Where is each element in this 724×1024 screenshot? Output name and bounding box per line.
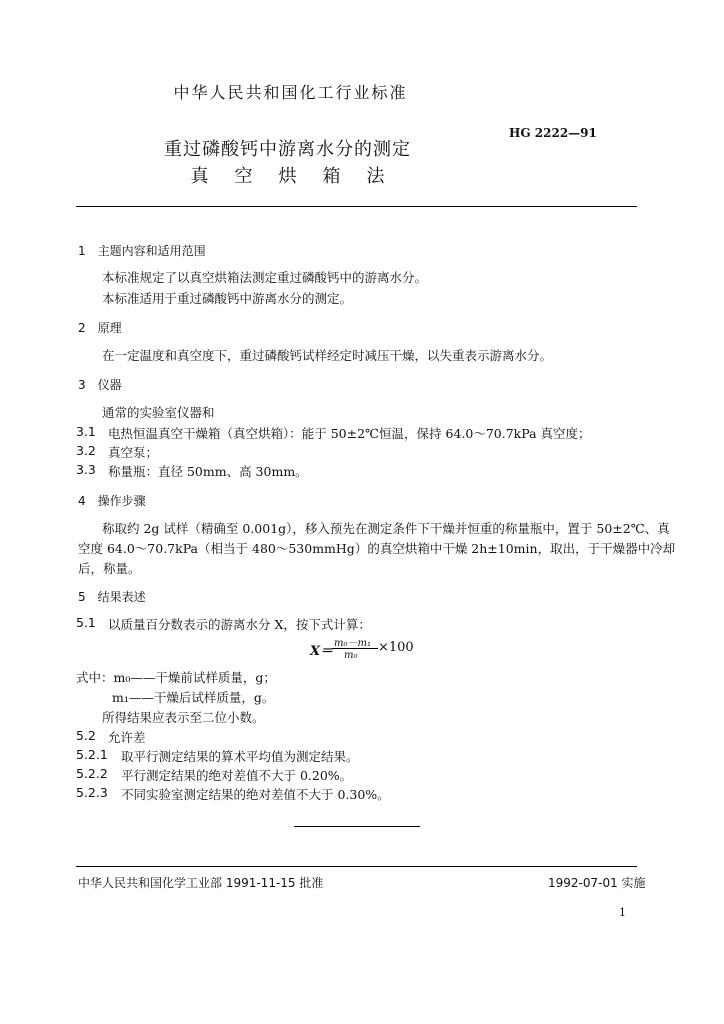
footer-divider (76, 866, 637, 867)
document-subtitle: 真空烘箱法 (190, 166, 411, 187)
clause-number: 5.2.3 (76, 785, 108, 800)
end-of-text-rule (294, 826, 420, 827)
section-4-line: 后，称量。 (78, 561, 141, 576)
standard-code: HG 2222—91 (509, 126, 597, 140)
header-divider (76, 206, 637, 207)
section-4-heading: 4 操作步骤 (78, 494, 146, 508)
clause-text: 允许差 (108, 730, 146, 745)
clause-text: 以质量百分数表示的游离水分 X，按下式计算： (108, 617, 371, 632)
clause-number: 5.2.2 (76, 766, 108, 781)
clause-number: 5.2 (76, 728, 96, 743)
section-1-paragraph: 本标准适用于重过磷酸钙中游离水分的测定。 (102, 291, 353, 306)
implementation-date: 1992-07-01 实施 (548, 876, 646, 890)
fraction-bar (332, 648, 378, 649)
formula-legend: m₁——干燥后试样质量，g。 (112, 690, 275, 705)
page-number: 1 (619, 906, 626, 919)
section-2-heading: 2 原理 (78, 321, 122, 335)
clause-text: 不同实验室测定结果的绝对差值不大于 0.30%。 (121, 787, 390, 802)
document-title: 重过磷酸钙中游离水分的测定 (164, 139, 411, 160)
section-2-paragraph: 在一定温度和真空度下，重过磷酸钙试样经定时减压干燥，以失重表示游离水分。 (102, 348, 553, 363)
clause-text: 真空泵； (108, 445, 159, 460)
section-1-heading: 1 主题内容和适用范围 (78, 244, 206, 258)
clause-number: 5.2.1 (76, 747, 108, 762)
section-5-heading: 5 结果表述 (78, 590, 146, 604)
section-1-paragraph: 本标准规定了以真空烘箱法测定重过磷酸钙中的游离水分。 (102, 270, 428, 285)
clause-number: 3.3 (76, 462, 96, 477)
formula-lhs: X＝ (310, 644, 334, 659)
moisture-formula (310, 634, 414, 664)
section-3-heading: 3 仪器 (78, 378, 122, 392)
approval-date: 中华人民共和国化学工业部 1991-11-15 批准 (78, 876, 324, 890)
formula-numerator: m₀－m₁ (334, 638, 371, 649)
rounding-note: 所得结果应表示至二位小数。 (102, 710, 265, 725)
section-4-line: 称取约 2g 试样（精确至 0.001g），移入预先在测定条件下干燥并恒重的称量瓶中，置于 50±2℃、真 (102, 521, 670, 536)
clause-text: 称量瓶：直径 50mm、高 30mm。 (108, 464, 308, 479)
section-3-intro: 通常的实验室仪器和 (102, 405, 215, 420)
clause-number: 3.2 (76, 443, 96, 458)
clause-number: 3.1 (76, 424, 96, 439)
formula-legend: 式中：m₀——干燥前试样质量，g； (76, 670, 276, 685)
issuing-authority: 中华人民共和国化工行业标准 (173, 83, 408, 102)
formula-rhs: ×100 (378, 640, 414, 655)
clause-text: 平行测定结果的绝对差值不大于 0.20%。 (121, 768, 353, 783)
clause-number: 5.1 (76, 615, 96, 630)
clause-text: 取平行测定结果的算术平均值为测定结果。 (121, 749, 359, 764)
clause-text: 电热恒温真空干燥箱（真空烘箱）：能于 50±2℃恒温，保持 64.0～70.7kPa 真空度； (108, 426, 591, 441)
formula-denominator: m₀ (344, 650, 358, 661)
section-4-line: 空度 64.0～70.7kPa（相当于 480～530mmHg）的真空烘箱中干燥 2h±10min，取出，于干燥器中冷却 (78, 541, 676, 556)
